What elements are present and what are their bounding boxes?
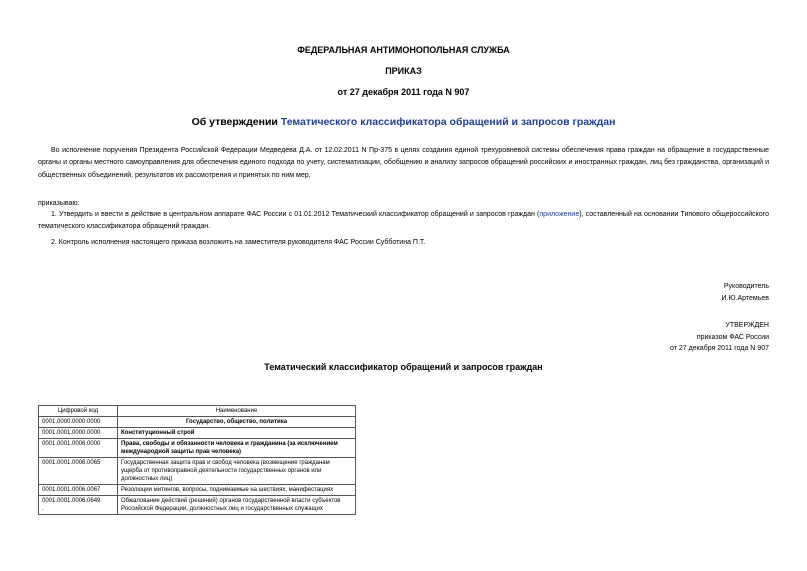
- document-type: ПРИКАЗ: [385, 66, 422, 76]
- table-row: [39, 439, 356, 458]
- row-name: Государственная защита прав и свобод человека (возмещение гражданам ущерба от противоправной деятельности государственных органов или должностных лиц): [118, 458, 356, 485]
- intro-paragraph: [38, 145, 769, 182]
- order-item-2-text: 2. Контроль исполнения настоящего приказа возложить на заместителя руководителя ФАС России Субботина П.Т.: [51, 239, 426, 246]
- signer-position: Руководитель: [723, 283, 769, 290]
- row-code-extra: .: [42, 506, 44, 512]
- intro-text: Во исполнение поручения Президента Российской Федерации Медведева Д.А. от 12.02.2011 N Пр-375 в целях создания единой трехуровневой системы обеспечения права граждан на обращение в государственные органы и органы местного самоуправления для обеспечения единого подхода по учету, систематизации, обобщению и анализу запросов обращений российских и иностранных граждан, лиц без гражданства, организаций и общественных объединений, результатов их рассмотрения и принятых по ним мер,: [38, 147, 769, 179]
- row-name: Конституционный строй: [118, 428, 356, 439]
- appendix-link[interactable]: приложение: [539, 211, 580, 218]
- row-code: 0001.0001.0006.0065: [39, 458, 118, 485]
- row-name: Обжалование действий (решений) органов государственной власти субъектов Российской Федерации, должностных лиц и государственных служащих: [118, 496, 356, 515]
- row-name: Резолюции митингов, вопросы, поднимаемые на шествиях, манифестациях: [118, 485, 356, 496]
- signer-name: И.Ю.Артемьев: [721, 294, 769, 302]
- column-header-name: Наименование: [118, 406, 356, 417]
- table-header-row: [39, 406, 356, 417]
- approval-line-3: от 27 декабря 2011 года N 907: [669, 345, 769, 353]
- table-row: [39, 417, 356, 428]
- approval-line-1: УТВЕРЖДЕН: [725, 322, 769, 329]
- order-item-1-text-after: ), составленный на основании Типового общероссийского тематического классификатора обращений граждан.: [38, 211, 769, 231]
- document-title-link[interactable]: Тематического классификатора обращений и запросов граждан: [280, 116, 616, 128]
- signature-block: [722, 281, 770, 304]
- table-row: [39, 458, 356, 485]
- document-date: от 27 декабря 2011 года N 907: [337, 87, 470, 97]
- approval-line-2: приказом ФАС России: [696, 333, 769, 341]
- order-item-1: [38, 209, 769, 234]
- row-code: 0001.0001.0006.0000: [39, 439, 118, 458]
- table-row: [39, 428, 356, 439]
- order-item-1-text-before: 1. Утвердить и ввести в действие в центральном аппарате ФАС России с 01.01.2012 Тематический классификатор обращений и запросов граждан (: [51, 211, 540, 218]
- row-code: 0001.0001.0006.0649: [42, 498, 101, 504]
- row-code-cell: [39, 496, 118, 515]
- row-code: 0001.0001.0006.0067: [39, 485, 118, 496]
- approval-block: [670, 320, 769, 355]
- row-name: Государство, общество, политика: [118, 417, 356, 428]
- table-row: [39, 496, 356, 515]
- order-item-2: [38, 237, 769, 249]
- document-title: [0, 116, 807, 128]
- orders-line: приказываю:: [38, 200, 80, 207]
- column-header-code: Цифровой код: [39, 406, 118, 417]
- document-title-prefix: Об утверждении: [191, 116, 281, 128]
- classifier-table: [38, 405, 356, 515]
- agency-name: ФЕДЕРАЛЬНАЯ АНТИМОНОПОЛЬНАЯ СЛУЖБА: [297, 45, 510, 55]
- row-code: 0001.0000.0000.0000: [39, 417, 118, 428]
- row-code: 0001.0001.0000.0000: [39, 428, 118, 439]
- table-row: [39, 485, 356, 496]
- classifier-title: Тематический классификатор обращений и запросов граждан: [264, 362, 543, 372]
- row-name: Права, свободы и обязанности человека и гражданина (за исключением международной защиты прав человека): [118, 439, 356, 458]
